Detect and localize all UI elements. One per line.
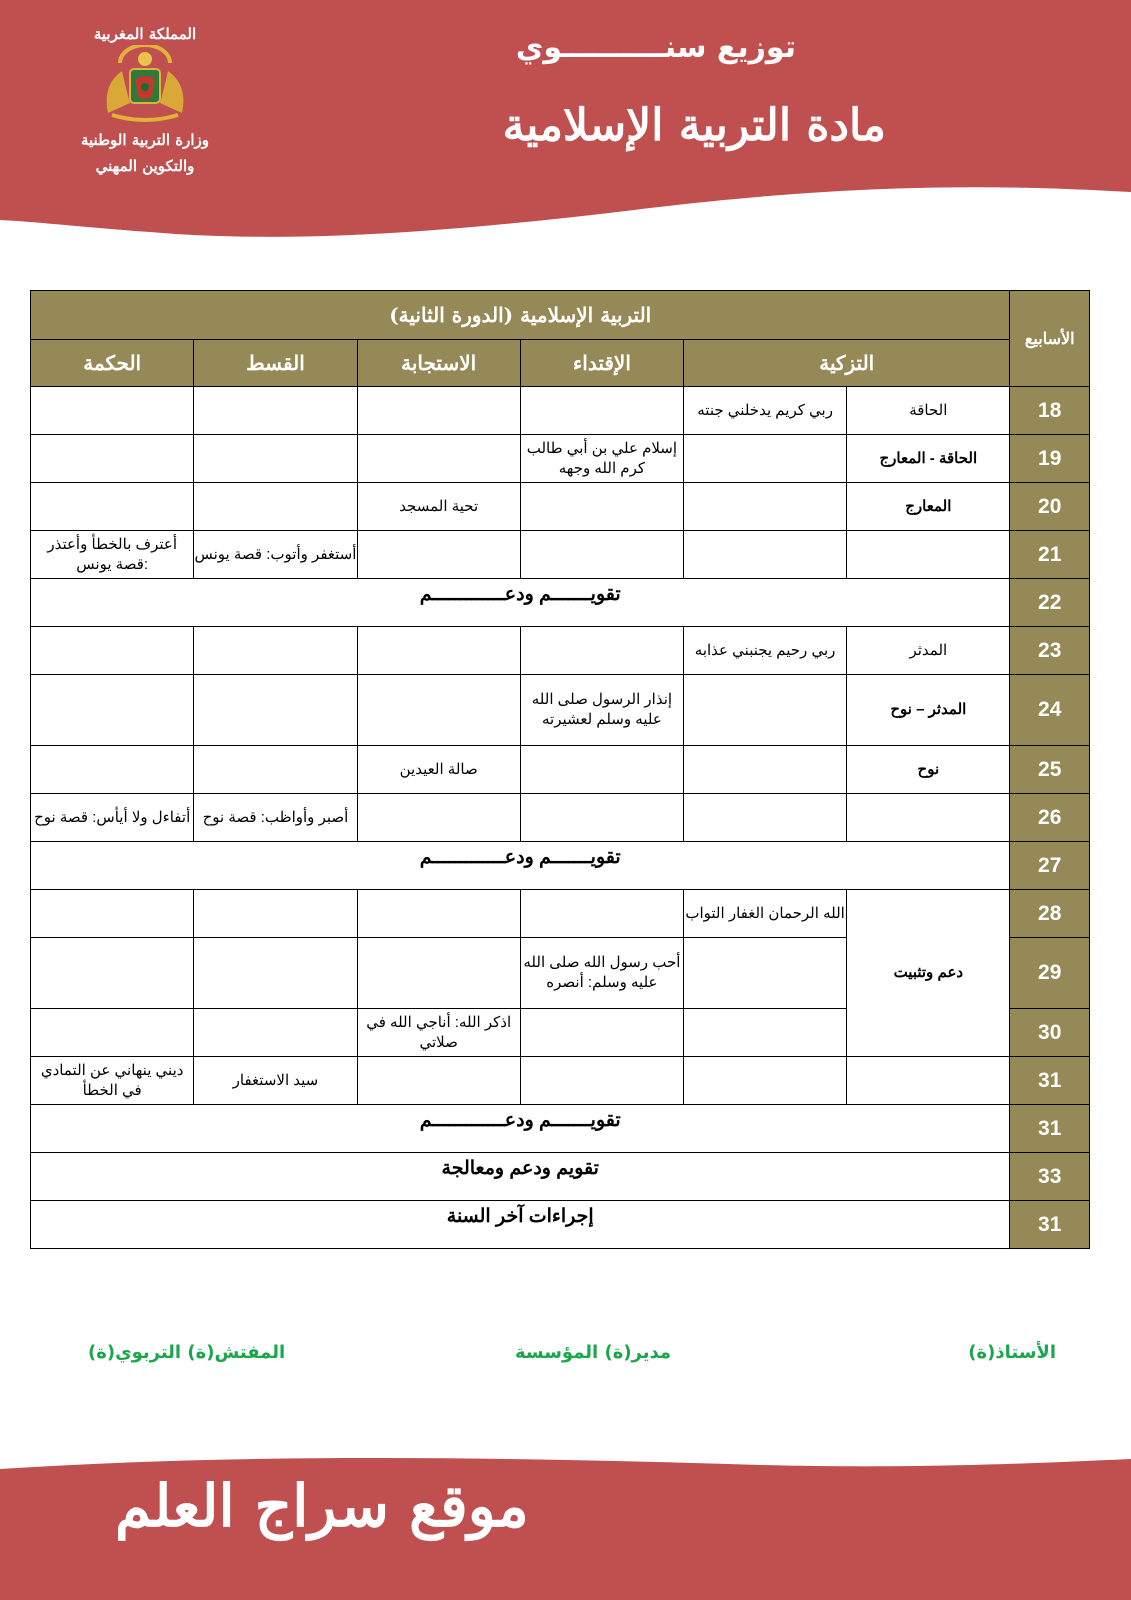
week-number: 29 [1010, 938, 1090, 1009]
surah-cell: المعارج [847, 483, 1010, 531]
hikma-cell [31, 627, 194, 675]
table-row [31, 1057, 1090, 1105]
evaluation-row [31, 1201, 1090, 1249]
evaluation-row [31, 842, 1090, 890]
tazkiya-cell [684, 483, 847, 531]
tazkiya-cell [684, 938, 847, 1009]
table-row [31, 627, 1090, 675]
table-row [31, 531, 1090, 579]
surah-cell: دعم وتثبيت [847, 890, 1010, 1057]
evaluation-label: تقويـــــــم ودعـــــــــــــم [419, 584, 621, 605]
week-number: 19 [1010, 435, 1090, 483]
coat-of-arms-icon [90, 45, 200, 125]
week-number: 28 [1010, 890, 1090, 938]
iqtida-cell: إنذار الرسول صلى الله عليه وسلم لعشيرته [520, 675, 683, 746]
iqtida-cell [520, 746, 683, 794]
evaluation-label: تقويم ودعم ومعالجة [441, 1158, 599, 1179]
hikma-cell [31, 675, 194, 746]
iqtida-cell [520, 794, 683, 842]
column-header-qist: القسط [194, 340, 357, 387]
istijaba-cell [357, 938, 520, 1009]
istijaba-cell [357, 435, 520, 483]
qist-cell [194, 435, 357, 483]
document-title: توزيع سنــــــــــوي [515, 30, 796, 65]
qist-cell: أصبر وأواظب: قصة نوح [194, 794, 357, 842]
week-number: 31 [1010, 1105, 1090, 1153]
table-row [31, 387, 1090, 435]
column-header-istijaba: الاستجابة [357, 340, 520, 387]
column-header-tazkiya: التزكية [684, 340, 1010, 387]
evaluation-cell [31, 1105, 1010, 1153]
hikma-cell [31, 435, 194, 483]
istijaba-cell: صالة العيدين [357, 746, 520, 794]
evaluation-cell [31, 842, 1010, 890]
week-number: 24 [1010, 675, 1090, 746]
table-row [31, 675, 1090, 746]
iqtida-cell [520, 627, 683, 675]
semester-banner: التربية الإسلامية (الدورة الثانية) [31, 291, 1010, 340]
iqtida-cell [520, 1057, 683, 1105]
evaluation-row [31, 579, 1090, 627]
week-number: 31 [1010, 1057, 1090, 1105]
week-number: 21 [1010, 531, 1090, 579]
qist-cell [194, 387, 357, 435]
istijaba-cell: اذكر الله: أناجي الله في صلاتي [357, 1009, 520, 1057]
surah-cell [847, 531, 1010, 579]
evaluation-cell [31, 1153, 1010, 1201]
site-name: موقع سراج العلم [115, 1472, 529, 1540]
iqtida-cell [520, 1009, 683, 1057]
surah-cell: نوح [847, 746, 1010, 794]
istijaba-cell [357, 1057, 520, 1105]
column-header-hikma: الحكمة [31, 340, 194, 387]
hikma-cell [31, 483, 194, 531]
qist-cell [194, 627, 357, 675]
qist-cell [194, 938, 357, 1009]
table-row [31, 435, 1090, 483]
evaluation-label: تقويـــــــم ودعـــــــــــــم [419, 847, 621, 868]
evaluation-label: تقويـــــــم ودعـــــــــــــم [419, 1110, 621, 1131]
evaluation-row [31, 1153, 1090, 1201]
qist-cell [194, 483, 357, 531]
iqtida-cell [520, 483, 683, 531]
tazkiya-cell [684, 531, 847, 579]
table-row [31, 483, 1090, 531]
tazkiya-cell [684, 1057, 847, 1105]
istijaba-cell [357, 890, 520, 938]
week-number: 23 [1010, 627, 1090, 675]
qist-cell [194, 675, 357, 746]
iqtida-cell [520, 890, 683, 938]
week-number: 25 [1010, 746, 1090, 794]
surah-cell: المدثر [847, 627, 1010, 675]
week-number: 22 [1010, 579, 1090, 627]
qist-cell [194, 890, 357, 938]
weeks-header: الأسابيع [1010, 291, 1090, 387]
table-row [31, 746, 1090, 794]
tazkiya-cell [684, 794, 847, 842]
kingdom-emblem [50, 25, 240, 177]
director-signature-label: مدير(ة) المؤسسة [515, 1342, 672, 1363]
hikma-cell [31, 1009, 194, 1057]
iqtida-cell: أحب رسول الله صلى الله عليه وسلم: أنصره [520, 938, 683, 1009]
week-number: 33 [1010, 1153, 1090, 1201]
tazkiya-cell: ربي كريم يدخلني جنته [684, 387, 847, 435]
hikma-cell [31, 746, 194, 794]
iqtida-cell: إسلام علي بن أبي طالب كرم الله وجهه [520, 435, 683, 483]
evaluation-label: إجراءات آخر السنة [446, 1206, 594, 1227]
iqtida-cell [520, 531, 683, 579]
qist-cell: سيد الاستغفار [194, 1057, 357, 1105]
evaluation-cell [31, 579, 1010, 627]
column-header-iqtida: الإقتداء [520, 340, 683, 387]
tazkiya-cell: الله الرحمان الغفار التواب [684, 890, 847, 938]
week-number: 18 [1010, 387, 1090, 435]
hikma-cell: أتفاءل ولا أيأس: قصة نوح [31, 794, 194, 842]
surah-cell: المدثر – نوح [847, 675, 1010, 746]
istijaba-cell [357, 531, 520, 579]
evaluation-row [31, 1105, 1090, 1153]
qist-cell [194, 1009, 357, 1057]
hikma-cell [31, 938, 194, 1009]
qist-cell [194, 746, 357, 794]
subject-title: مادة التربية الإسلامية [502, 100, 886, 151]
tazkiya-cell: ربي رحيم يجنبني عذابه [684, 627, 847, 675]
annual-distribution-table [30, 290, 1090, 1249]
week-number: 30 [1010, 1009, 1090, 1057]
teacher-signature-label: الأستاذ(ة) [968, 1342, 1056, 1363]
istijaba-cell [357, 627, 520, 675]
week-number: 27 [1010, 842, 1090, 890]
istijaba-cell [357, 675, 520, 746]
hikma-cell [31, 387, 194, 435]
tazkiya-cell [684, 675, 847, 746]
table-row [31, 890, 1090, 938]
ministry-line-1: وزارة التربية الوطنية [80, 131, 209, 149]
inspector-signature-label: المفتش(ة) التربوي(ة) [88, 1342, 286, 1363]
week-number: 26 [1010, 794, 1090, 842]
surah-cell: الحاقة [847, 387, 1010, 435]
evaluation-cell [31, 1201, 1010, 1249]
table-row [31, 794, 1090, 842]
qist-cell: أستغفر وأتوب: قصة يونس [194, 531, 357, 579]
week-number: 20 [1010, 483, 1090, 531]
hikma-cell: ديني ينهاني عن التمادي في الخطأ [31, 1057, 194, 1105]
tazkiya-cell [684, 435, 847, 483]
week-number: 31 [1010, 1201, 1090, 1249]
surah-cell: الحاقة - المعارج [847, 435, 1010, 483]
kingdom-label: المملكة المغربية [93, 25, 197, 43]
hikma-cell: أعترف بالخطأ وأعتذر :قصة يونس [31, 531, 194, 579]
istijaba-cell [357, 794, 520, 842]
tazkiya-cell [684, 1009, 847, 1057]
surah-cell [847, 1057, 1010, 1105]
istijaba-cell [357, 387, 520, 435]
istijaba-cell: تحية المسجد [357, 483, 520, 531]
hikma-cell [31, 890, 194, 938]
ministry-line-2: والتكوين المهني [95, 157, 195, 175]
tazkiya-cell [684, 746, 847, 794]
surah-cell [847, 794, 1010, 842]
iqtida-cell [520, 387, 683, 435]
